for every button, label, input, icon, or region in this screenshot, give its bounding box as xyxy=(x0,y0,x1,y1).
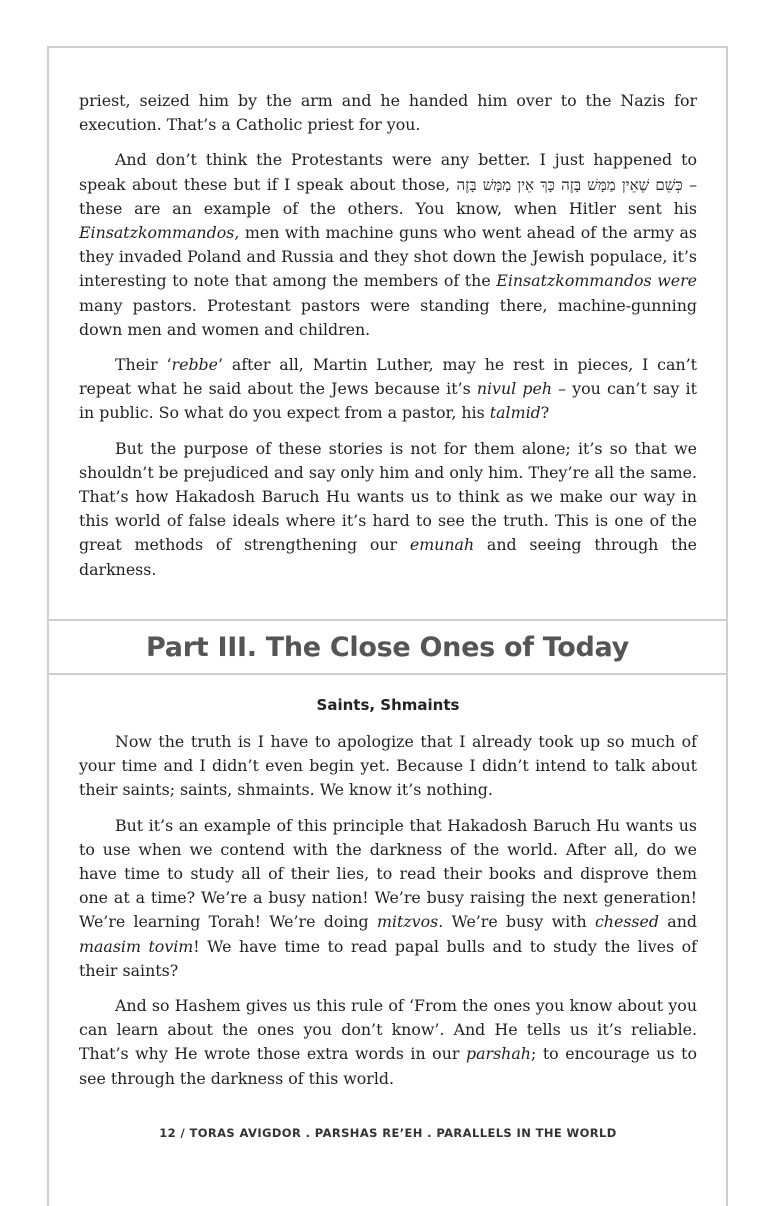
section-1-text xyxy=(79,89,697,593)
paragraph: And don’t think the Protestants were any better. I just happened to speak about these but if I speak about those, כְּשֵׁם שֶׁאֵין מַמָּשׁ בָּזֶה כָּךְ אֵין מַמָּשׁ בָּזֶה – these are an example of the others. You know, when Hitler sent his Einsatzkommandos, men with machine guns who went ahead of the army as they invaded Poland and Russia and they shot down the Jewish populace, it’s interesting to note that among the members of the Einsatzkommandos were many pastors. Protestant pastors were standing there, machine-gunning down men and women and children. xyxy=(79,150,697,339)
section-2-text xyxy=(79,730,697,1102)
paragraph: And so Hashem gives us this rule of ‘From the ones you know about you can learn about the ones you don’t know’. And He tells us it’s reliable. That’s why He wrote those extra words in our parshah; to encourage us to see through the darkness of this world. xyxy=(79,996,697,1088)
paragraph: Their ‘rebbe’ after all, Martin Luther, may he rest in pieces, I can’t repeat what he said about the Jews because it’s nivul peh – you can’t say it in public. So what do you expect from a pastor, his talmid? xyxy=(79,355,697,423)
paragraph: Now the truth is I have to apologize that I already took up so much of your time and I didn’t even begin yet. Because I didn’t intend to talk about their saints; saints, shmaints. We know it’s nothing. xyxy=(79,732,697,800)
paragraph: But the purpose of these stories is not for them alone; it’s so that we shouldn’t be prejudiced and say only him and only him. They’re all the same. That’s how Hakadosh Baruch Hu wants us to think as we make our way in this world of false ideals where it’s hard to see the truth. This is one of the great methods of strengthening our emunah and seeing through the darkness. xyxy=(79,438,698,579)
part-title-bar xyxy=(47,619,728,675)
part-title: Part III. The Close Ones of Today xyxy=(146,631,629,663)
paragraph: priest, seized him by the arm and he handed him over to the Nazis for execution. That’s a Catholic priest for you. xyxy=(79,91,697,135)
paragraph: But it’s an example of this principle that Hakadosh Baruch Hu wants us to use when we contend with the darkness of the world. After all, do we have time to study all of their lies, to read their books and disprove them one at a time? We’re a busy nation! We’re busy raising the next generation! We’re learning Torah! We’re doing mitzvos. We’re busy with chessed and maasim tovim! We have time to read papal bulls and to study the lives of their saints? xyxy=(79,815,697,980)
hebrew-quote: כְּשֵׁם שֶׁאֵין מַמָּשׁ בָּזֶה כָּךְ אֵין מַמָּשׁ בָּזֶה xyxy=(456,175,683,194)
page-footer: 12 / TORAS AVIGDOR . PARSHAS RE’EH . PARALLELS IN THE WORLD xyxy=(159,1126,617,1140)
subheading: Saints, Shmaints xyxy=(316,696,460,714)
